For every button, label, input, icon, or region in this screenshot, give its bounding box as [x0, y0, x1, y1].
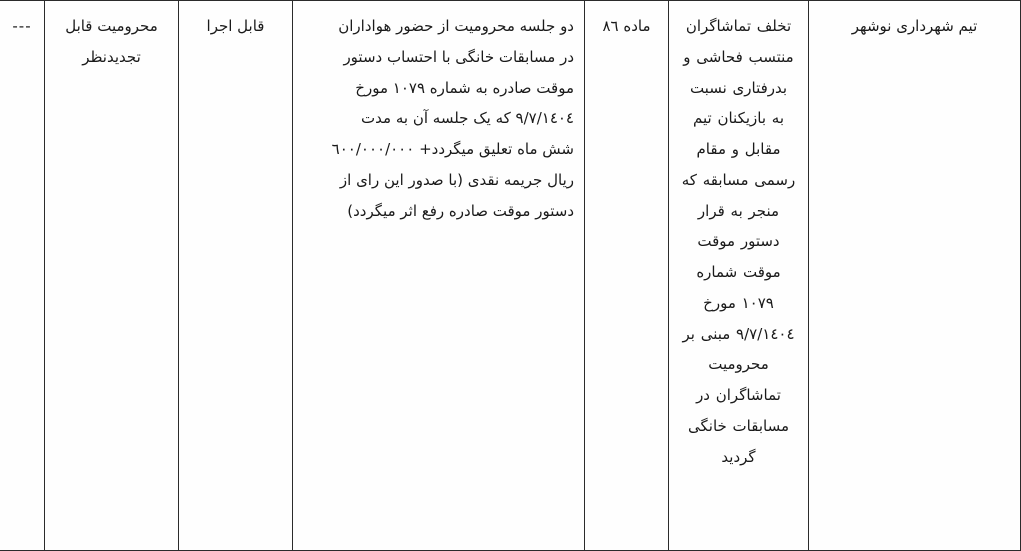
offense-line: ۱۰۷۹ مورخ — [703, 293, 774, 312]
execution-status: قابل اجرا — [206, 17, 265, 35]
verdict-line: ریال جریمه نقدی (با صدور این رای از — [339, 170, 574, 189]
offense-line: منجر به قرار — [697, 201, 780, 220]
offense-line: منتسب فحاشی و — [683, 47, 794, 66]
team-name: تیم شهرداری نوشهر — [851, 17, 978, 35]
table-row — [0, 1, 1021, 551]
cell-offense — [669, 1, 809, 551]
offense-line: به بازیکنان تیم — [693, 109, 784, 128]
cell-dash — [0, 1, 45, 551]
cell-execution — [179, 1, 293, 551]
offense-line: دستور موقت — [697, 232, 780, 251]
offense-line: تخلف تماشاگران — [685, 17, 792, 35]
cell-team — [809, 1, 1021, 551]
dash-placeholder: --- — [12, 17, 32, 35]
offense-line: بدرفتاری نسبت — [689, 78, 788, 97]
cell-verdict — [293, 1, 585, 551]
offense-line: رسمی مسابقه که — [681, 170, 796, 189]
verdict-line: شش ماه تعلیق میگردد+ ٦۰۰/۰۰۰/۰۰۰ — [331, 140, 574, 158]
offense-line: محرومیت — [708, 355, 769, 374]
offense-line: مقابل و مقام — [696, 140, 781, 158]
cell-article — [585, 1, 669, 551]
verdict-line: در مسابقات خانگی با احتساب دستور — [343, 47, 574, 66]
offense-line: ۱٤۰٤/۹/۷ مبنی بر — [682, 324, 795, 343]
verdict-line: موقت صادره به شماره ۱۰۷۹ مورخ — [355, 78, 574, 97]
verdict-line: دستور موقت صادره رفع اثر میگردد) — [347, 201, 574, 220]
offense-line: گردید — [721, 447, 756, 466]
appeal-line: محرومیت قابل — [65, 17, 158, 35]
offense-line: تماشاگران در — [696, 386, 781, 404]
offense-line: مسابقات خانگی — [687, 416, 789, 435]
verdict-line: ۱٤۰٤/۹/۷ که یک جلسه آن به مدت — [361, 109, 574, 128]
verdict-line: دو جلسه محرومیت از حضور هواداران — [338, 17, 574, 35]
cell-appeal — [45, 1, 179, 551]
article-reference: ماده ۸٦ — [602, 17, 651, 35]
appeal-line: تجدیدنظر — [82, 47, 141, 66]
offense-line: موقت شماره — [696, 263, 781, 281]
